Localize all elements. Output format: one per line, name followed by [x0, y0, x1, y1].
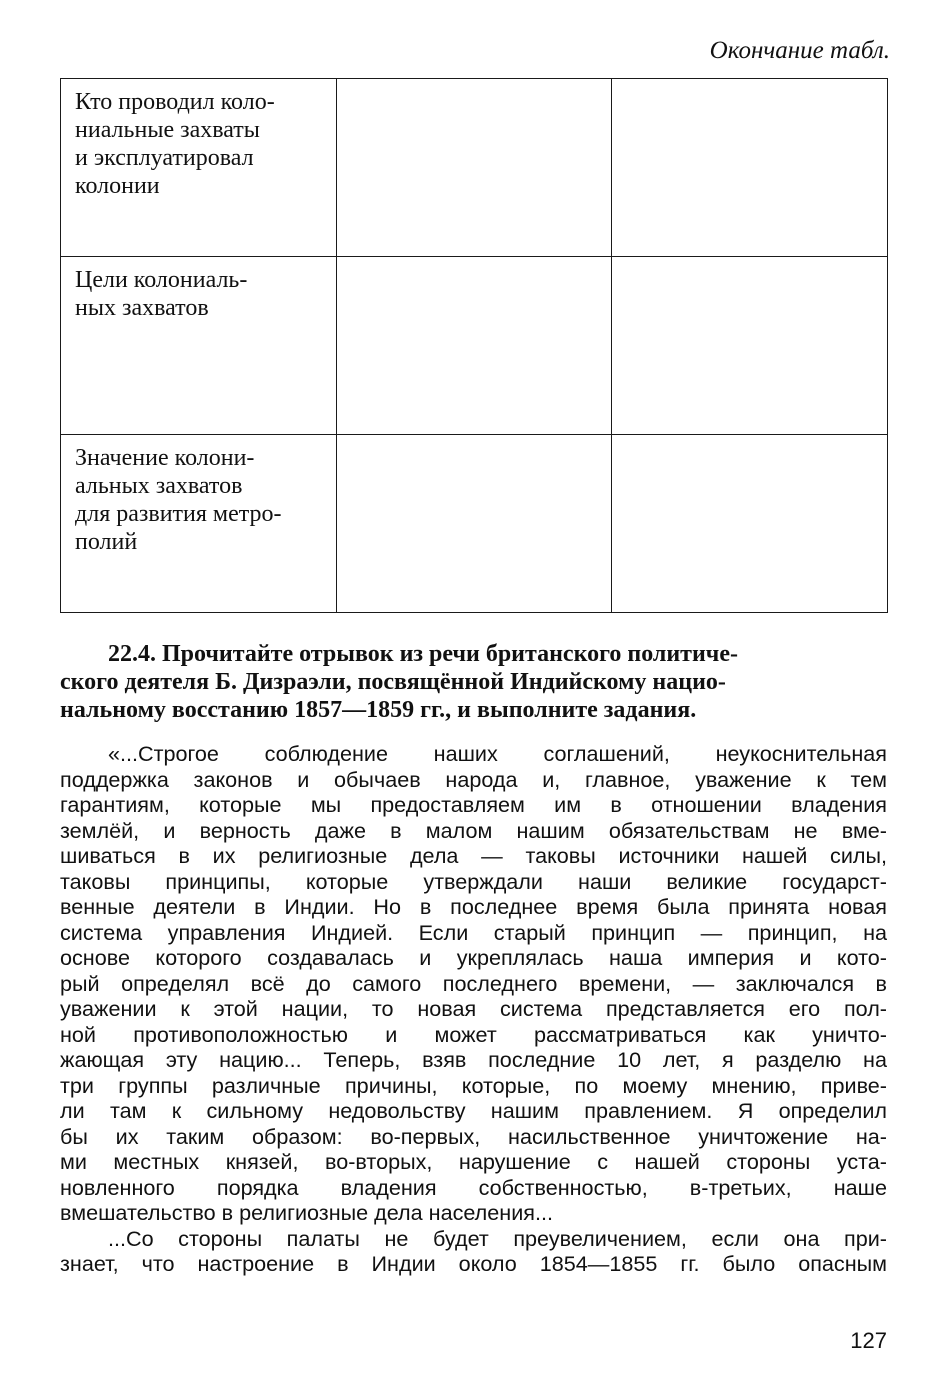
- quote-line: жающая эту нацию... Теперь, взяв последние 10 лет, я разделю на: [60, 1047, 887, 1072]
- quote-line: новленного порядка владения собственностью, в-третьих, наше: [60, 1174, 887, 1200]
- quote-line: гарантиям, которые мы предоставляем им в отношении владения: [60, 792, 887, 817]
- row-label-line: альных захватов: [75, 473, 243, 499]
- quote-excerpt: [60, 741, 887, 1277]
- empty-answer-cell[interactable]: [612, 435, 888, 613]
- quote-line: землёй, и верность даже в малом нашим обязательствам не вме-: [60, 817, 887, 843]
- task-heading: [60, 640, 887, 724]
- quote-line: знает, что настроение в Индии около 1854—1855 гг. было опасным: [60, 1251, 887, 1276]
- comparison-table: [60, 78, 888, 613]
- row-label-cell: [61, 435, 337, 613]
- quote-line: венные деятели в Индии. Но в последнее время была принята новая: [60, 894, 887, 919]
- row-label-line: для развития метро-: [75, 501, 282, 527]
- quote-line: вмешательство в религиозные дела населения...: [60, 1200, 553, 1225]
- empty-answer-cell[interactable]: [337, 435, 612, 613]
- task-line: ского деятеля Б. Дизраэли, посвящённой Индийскому нацио-: [60, 669, 726, 695]
- task-line: нальному восстанию 1857—1859 гг., и выполните задания.: [60, 697, 697, 723]
- page-number: 127: [850, 1328, 887, 1353]
- quote-line: «...Строгое соблюдение наших соглашений, неукоснительная: [108, 741, 887, 766]
- table-row: [61, 257, 888, 435]
- quote-line: таковы принципы, которые утверждали наши великие государст-: [60, 868, 887, 894]
- quote-line: поддержка законов и обычаев народа и, главное, уважение к тем: [60, 766, 887, 792]
- empty-answer-cell[interactable]: [337, 79, 612, 257]
- quote-line: рый определял всё до самого последнего времени, — заключался в: [60, 970, 887, 996]
- empty-answer-cell[interactable]: [612, 79, 888, 257]
- quote-line: ми местных князей, во-вторых, нарушение с нашей стороны уста-: [60, 1149, 887, 1174]
- quote-line: шиваться в их религиозные дела — таковы источники нашей силы,: [60, 843, 887, 868]
- row-label-line: ных захватов: [75, 295, 209, 321]
- quote-line: ной противоположностью и может рассматриваться как уничто-: [60, 1021, 887, 1047]
- row-label-line: колонии: [75, 173, 160, 199]
- quote-line: бы их таким образом: во-первых, насильственное уничтожение на-: [60, 1123, 887, 1149]
- quote-line: ли там к сильному недовольству нашим правлением. Я определил: [60, 1098, 887, 1123]
- row-label-cell: [61, 79, 337, 257]
- row-label-line: полий: [75, 529, 138, 555]
- quote-line: основе которого создавалась и укреплялась наша империя и кото-: [60, 945, 887, 970]
- quote-line: уважении к этой нации, то новая система представляется его пол-: [60, 996, 887, 1021]
- quote-line: система управления Индией. Если старый принцип — принцип, на: [60, 919, 887, 945]
- empty-answer-cell[interactable]: [337, 257, 612, 435]
- quote-line: ...Со стороны палаты не будет преувеличением, если она при-: [108, 1225, 887, 1251]
- continuation-label: Окончание табл.: [709, 37, 890, 64]
- row-label-cell: [61, 257, 337, 435]
- task-line: 22.4. Прочитайте отрывок из речи британского политиче-: [108, 641, 738, 667]
- row-label-line: Кто проводил коло-: [75, 89, 275, 115]
- table-row: [61, 435, 888, 613]
- row-label-line: ниальные захваты: [75, 117, 260, 143]
- empty-answer-cell[interactable]: [612, 257, 888, 435]
- row-label-line: Значение колони-: [75, 445, 255, 471]
- row-label-line: и эксплуатировал: [75, 145, 254, 171]
- table-row: [61, 79, 888, 257]
- quote-line: три группы различные причины, которые, по моему мнению, приве-: [60, 1072, 887, 1098]
- row-label-line: Цели колониаль-: [75, 267, 248, 293]
